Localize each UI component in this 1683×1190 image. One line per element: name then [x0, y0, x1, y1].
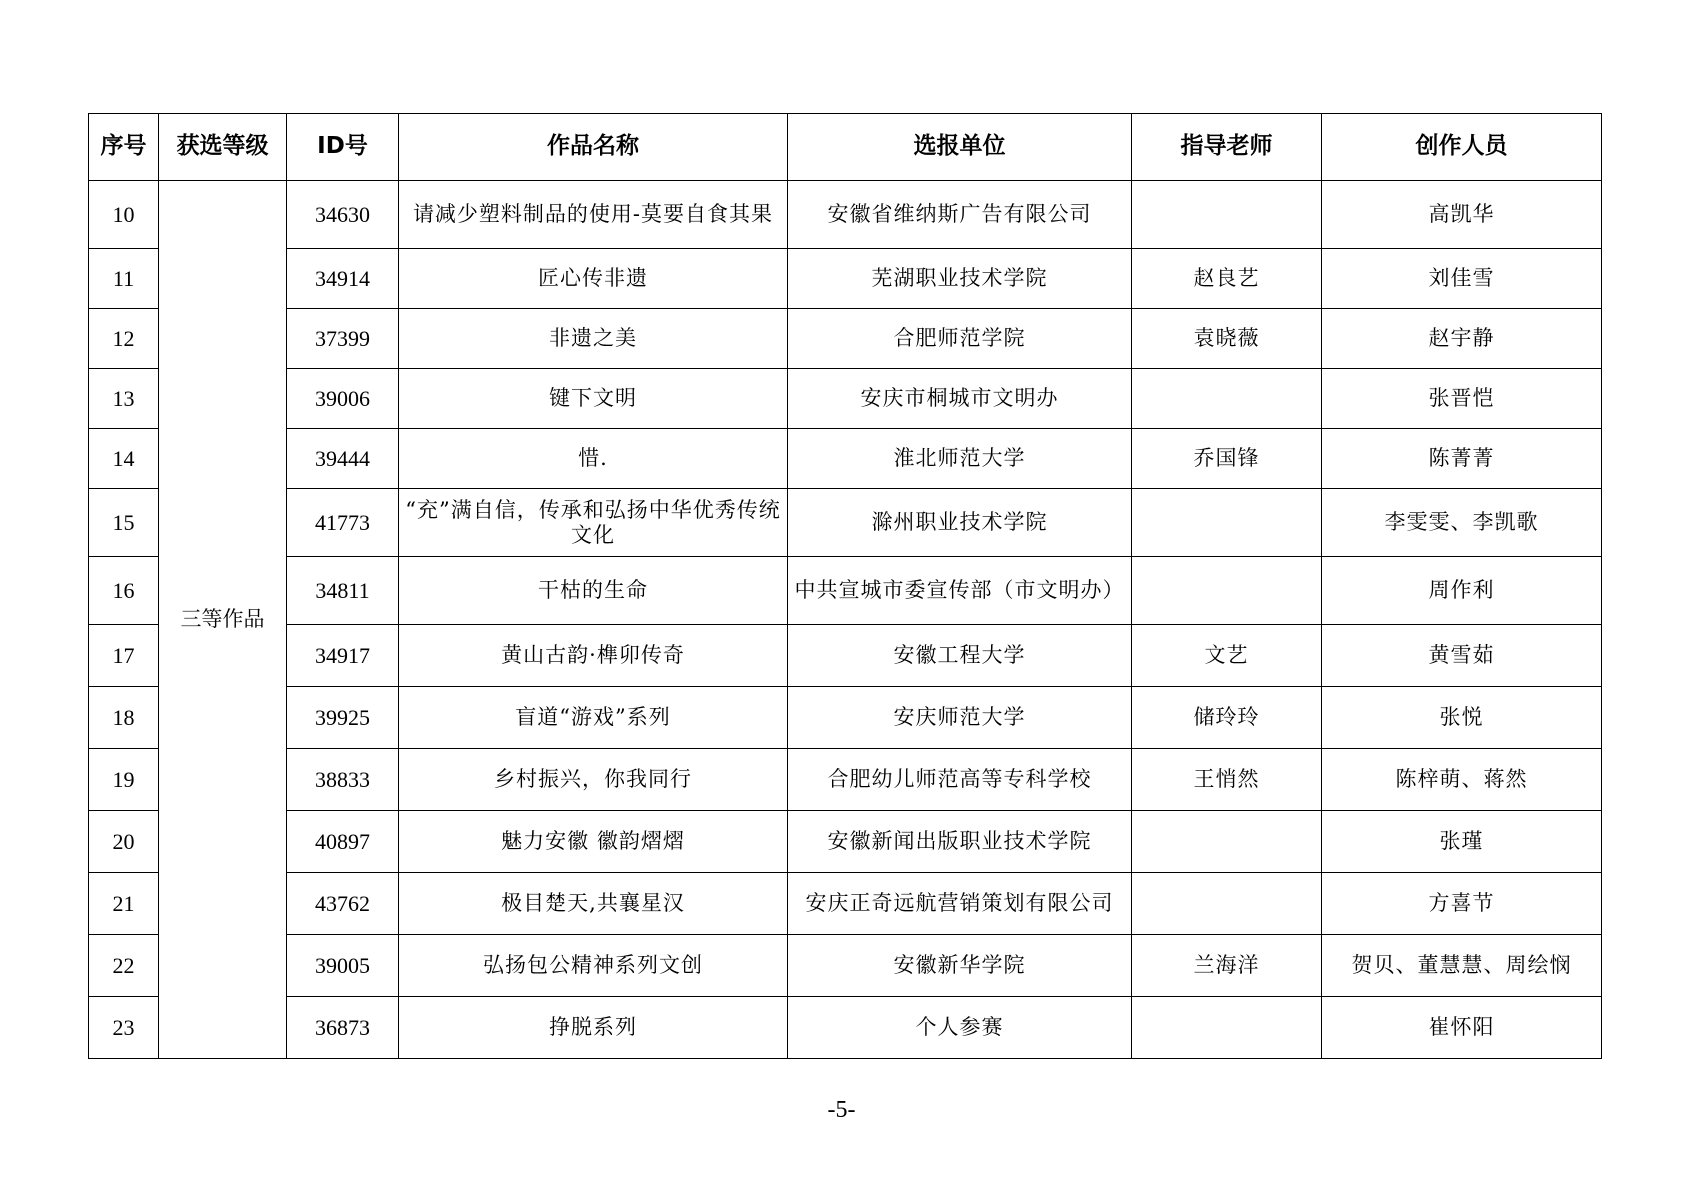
title-cell: 惜.: [399, 429, 788, 489]
unit-cell: 安徽新闻出版职业技术学院: [788, 811, 1132, 873]
table-row: [89, 557, 1602, 625]
table-row: [89, 935, 1602, 997]
title-cell: 盲道“游戏”系列: [399, 687, 788, 749]
unit-cell: 合肥师范学院: [788, 309, 1132, 369]
title-cell: 黄山古韵·榫卯传奇: [399, 625, 788, 687]
table-row: [89, 309, 1602, 369]
unit-cell: 安庆师范大学: [788, 687, 1132, 749]
id-cell: 34630: [287, 181, 399, 249]
creators-cell: 李雯雯、李凯歌: [1322, 489, 1602, 557]
advisor-cell: [1132, 997, 1322, 1059]
table-body: [89, 181, 1602, 1059]
seq-cell: 14: [89, 429, 159, 489]
seq-cell: 21: [89, 873, 159, 935]
advisor-cell: 乔国锋: [1132, 429, 1322, 489]
id-cell: 39005: [287, 935, 399, 997]
title-cell: 匠心传非遗: [399, 249, 788, 309]
creators-cell: 赵宇静: [1322, 309, 1602, 369]
creators-cell: 张悦: [1322, 687, 1602, 749]
table-row: [89, 687, 1602, 749]
advisor-cell: 兰海洋: [1132, 935, 1322, 997]
id-cell: 34914: [287, 249, 399, 309]
advisor-cell: [1132, 873, 1322, 935]
title-cell: 极目楚天,共襄星汉: [399, 873, 788, 935]
unit-cell: 中共宣城市委宣传部（市文明办）: [788, 557, 1132, 625]
unit-cell: 淮北师范大学: [788, 429, 1132, 489]
id-cell: 40897: [287, 811, 399, 873]
unit-cell: 安庆正奇远航营销策划有限公司: [788, 873, 1132, 935]
creators-cell: 刘佳雪: [1322, 249, 1602, 309]
seq-cell: 16: [89, 557, 159, 625]
advisor-cell: [1132, 557, 1322, 625]
seq-cell: 15: [89, 489, 159, 557]
table-row: [89, 625, 1602, 687]
title-cell: “充”满自信，传承和弘扬中华优秀传统文化: [399, 489, 788, 557]
creators-cell: 陈梓萌、蒋然: [1322, 749, 1602, 811]
table-row: [89, 749, 1602, 811]
id-cell: 39006: [287, 369, 399, 429]
creators-cell: 方喜节: [1322, 873, 1602, 935]
unit-cell: 安徽新华学院: [788, 935, 1132, 997]
creators-cell: 周作利: [1322, 557, 1602, 625]
advisor-cell: 袁晓薇: [1132, 309, 1322, 369]
table-row: [89, 811, 1602, 873]
advisor-cell: 王悄然: [1132, 749, 1322, 811]
id-cell: 43762: [287, 873, 399, 935]
advisor-cell: [1132, 369, 1322, 429]
title-cell: 乡村振兴，你我同行: [399, 749, 788, 811]
seq-cell: 20: [89, 811, 159, 873]
creators-cell: 陈菁菁: [1322, 429, 1602, 489]
id-cell: 39444: [287, 429, 399, 489]
advisor-cell: 储玲玲: [1132, 687, 1322, 749]
table-row: [89, 369, 1602, 429]
seq-cell: 17: [89, 625, 159, 687]
unit-cell: 芜湖职业技术学院: [788, 249, 1132, 309]
creators-cell: 黄雪茹: [1322, 625, 1602, 687]
seq-cell: 12: [89, 309, 159, 369]
advisor-cell: [1132, 489, 1322, 557]
unit-cell: 安徽省维纳斯广告有限公司: [788, 181, 1132, 249]
awards-table: [88, 113, 1602, 1059]
header-seq: 序号: [89, 114, 159, 181]
table-row: [89, 249, 1602, 309]
header-level: 获选等级: [159, 114, 287, 181]
unit-cell: 安徽工程大学: [788, 625, 1132, 687]
title-cell: 挣脱系列: [399, 997, 788, 1059]
header-advisor: 指导老师: [1132, 114, 1322, 181]
title-cell: 魅力安徽 徽韵熠熠: [399, 811, 788, 873]
title-cell: 弘扬包公精神系列文创: [399, 935, 788, 997]
unit-cell: 安庆市桐城市文明办: [788, 369, 1132, 429]
page-number: -5-: [827, 1097, 856, 1123]
header-unit: 选报单位: [788, 114, 1132, 181]
id-cell: 41773: [287, 489, 399, 557]
seq-cell: 18: [89, 687, 159, 749]
id-cell: 39925: [287, 687, 399, 749]
table-row: [89, 181, 1602, 249]
seq-cell: 13: [89, 369, 159, 429]
creators-cell: 崔怀阳: [1322, 997, 1602, 1059]
id-cell: 36873: [287, 997, 399, 1059]
id-cell: 34917: [287, 625, 399, 687]
id-cell: 34811: [287, 557, 399, 625]
advisor-cell: 赵良艺: [1132, 249, 1322, 309]
table-row: [89, 429, 1602, 489]
advisor-cell: [1132, 181, 1322, 249]
creators-cell: 高凯华: [1322, 181, 1602, 249]
creators-cell: 张晋恺: [1322, 369, 1602, 429]
table-row: [89, 489, 1602, 557]
table-header: [89, 114, 1602, 181]
seq-cell: 10: [89, 181, 159, 249]
title-cell: 请减少塑料制品的使用-莫要自食其果: [399, 181, 788, 249]
creators-cell: 张瑾: [1322, 811, 1602, 873]
seq-cell: 19: [89, 749, 159, 811]
table-row: [89, 997, 1602, 1059]
seq-cell: 23: [89, 997, 159, 1059]
header-row: [89, 114, 1602, 181]
unit-cell: 个人参赛: [788, 997, 1132, 1059]
title-cell: 干枯的生命: [399, 557, 788, 625]
table-row: [89, 873, 1602, 935]
advisor-cell: [1132, 811, 1322, 873]
header-title: 作品名称: [399, 114, 788, 181]
seq-cell: 11: [89, 249, 159, 309]
title-cell: 键下文明: [399, 369, 788, 429]
header-id: ID号: [287, 114, 399, 181]
creators-cell: 贺贝、董慧慧、周绘悯: [1322, 935, 1602, 997]
advisor-cell: 文艺: [1132, 625, 1322, 687]
seq-cell: 22: [89, 935, 159, 997]
id-cell: 37399: [287, 309, 399, 369]
header-creators: 创作人员: [1322, 114, 1602, 181]
id-cell: 38833: [287, 749, 399, 811]
title-cell: 非遗之美: [399, 309, 788, 369]
award-level-cell: 三等作品: [159, 181, 287, 1059]
unit-cell: 合肥幼儿师范高等专科学校: [788, 749, 1132, 811]
unit-cell: 滁州职业技术学院: [788, 489, 1132, 557]
